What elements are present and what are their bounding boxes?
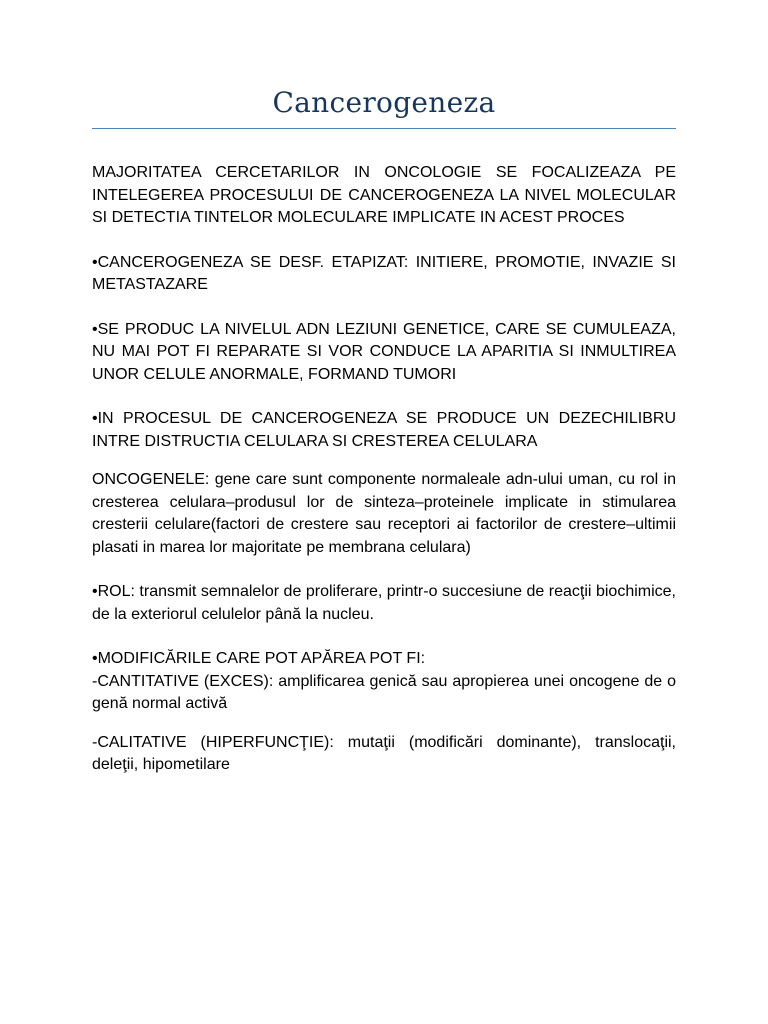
paragraph-role: •ROL: transmit semnalelor de proliferare, printr-o succesiune de reacţii biochimice, de la exteriorul celulelor până la nucleu. [92,583,676,623]
title-underline [92,128,676,129]
paragraph-dna-lesions: •SE PRODUC LA NIVELUL ADN LEZIUNI GENETICE, CARE SE CUMULEAZA, NU MAI POT FI REPARATE SI VOR CONDUCE LA APARITIA SI INMULTIREA UNOR CELULE ANORMALE, FORMAND TUMORI [92,320,676,383]
paragraph-imbalance: •IN PROCESUL DE CANCEROGENEZA SE PRODUCE UN DEZECHILIBRU INTRE DISTRUCTIA CELULARA SI CRESTEREA CELULARA [92,410,676,450]
paragraph-stages: •CANCEROGENEZA SE DESF. ETAPIZAT: INITIERE, PROMOTIE, INVAZIE SI METASTAZARE [92,253,676,293]
document-body [92,162,676,799]
document-title: Cancerogeneza [272,86,496,119]
paragraph-quantitative: -CANTITATIVE (EXCES): amplificarea genică sau apropierea unei oncogene de o genă normal activă [92,672,676,712]
paragraph-oncogenes: ONCOGENELE: gene care sunt componente normaleale adn-ului uman, cu rol in cresterea celulara–produsul lor de sinteza–proteinele implicate in stimularea cresterii celulare(factori de crestere sau receptori ai factorilor de crestere–ultimii plasati in marea lor majoritate pe membrana celulara) [92,471,676,556]
paragraph-intro: MAJORITATEA CERCETARILOR IN ONCOLOGIE SE FOCALIZEAZA PE INTELEGEREA PROCESULUI DE CANCEROGENEZA LA NIVEL MOLECULAR SI DETECTIA TINTELOR MOLECULARE IMPLICATE IN ACEST PROCES [92,164,676,226]
paragraph-qualitative: -CALITATIVE (HIPERFUNCŢIE): mutaţii (modificări dominante), translocaţii, deleţii, hipometilare [92,733,676,773]
paragraph-modifications-heading: •MODIFICĂRILE CARE POT APĂREA POT FI: [92,650,426,667]
